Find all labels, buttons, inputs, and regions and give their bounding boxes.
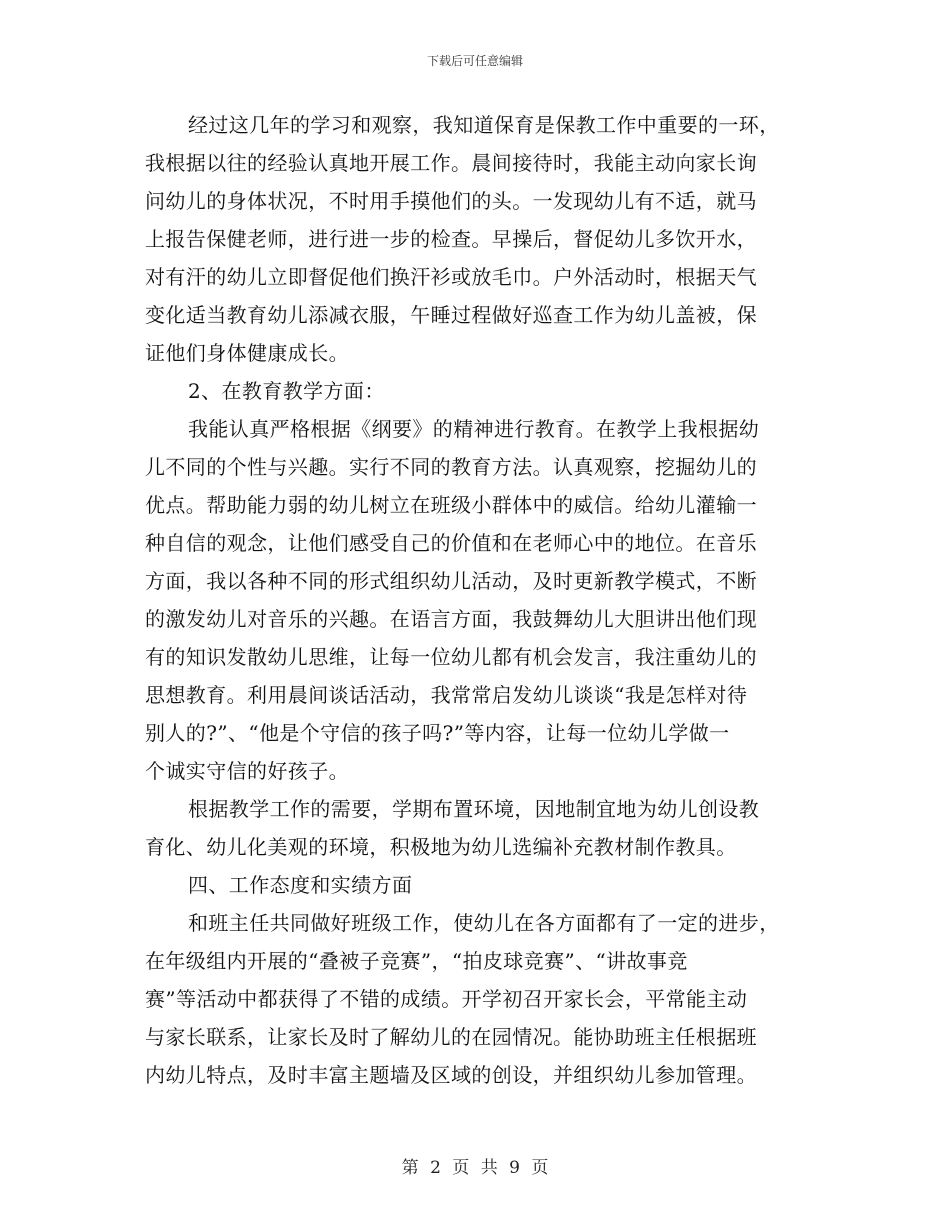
text-line: 和班主任共同做好班级工作，使幼儿在各方面都有了一定的进步， [188, 911, 780, 935]
text-line: 在年级组内开展的“叠被子竞赛”，“拍皮球竞赛”、“讲故事竞 [145, 949, 688, 973]
text-line: 我根据以往的经验认真地开展工作。晨间接待时，我能主动向家长询 [145, 151, 757, 175]
text-line: 优点。帮助能力弱的幼儿树立在班级小群体中的威信。给幼儿灌输一 [145, 493, 757, 517]
text-line: 证他们身体健康成长。 [145, 341, 349, 365]
text-line: 问幼儿的身体状况，不时用手摸他们的头。一发现幼儿有不适，就马 [145, 189, 757, 213]
text-line: 育化、幼儿化美观的环境，积极地为幼儿选编补充教材制作教具。 [145, 835, 737, 859]
text-line: 对有汗的幼儿立即督促他们换汗衫或放毛巾。户外活动时，根据天气 [145, 265, 757, 289]
text-line: 种自信的观念，让他们感受自己的价值和在老师心中的地位。在音乐 [145, 531, 757, 555]
text-line: 别人的?”、“他是个守信的孩子吗?”等内容，让每一位幼儿学做一 [145, 721, 730, 745]
text-line: 变化适当教育幼儿添减衣服，午睡过程做好巡查工作为幼儿盖被，保 [145, 303, 757, 327]
text-line: 有的知识发散幼儿思维，让每一位幼儿都有机会发言，我注重幼儿的 [145, 645, 757, 669]
text-line: 赛”等活动中都获得了不错的成绩。开学初召开家长会，平常能主动 [145, 987, 748, 1011]
text-line: 与家长联系，让家长及时了解幼儿的在园情况。能协助班主任根据班 [145, 1025, 757, 1049]
text-line: 根据教学工作的需要，学期布置环境，因地制宜地为幼儿创设教 [188, 797, 760, 821]
section-heading: 四、工作态度和实绩方面 [188, 873, 413, 897]
text-line: 的激发幼儿对音乐的兴趣。在语言方面，我鼓舞幼儿大胆讲出他们现 [145, 607, 757, 631]
document-body [145, 106, 810, 1094]
page-header: 下载后可任意编辑 [426, 54, 523, 68]
text-line: 个诚实守信的好孩子。 [145, 759, 349, 783]
page-footer: 第 2 页 共 9 页 [401, 1158, 549, 1178]
text-line: 方面，我以各种不同的形式组织幼儿活动，及时更新教学模式，不断 [145, 569, 757, 593]
text-line: 我能认真严格根据《纲要》的精神进行教育。在教学上我根据幼 [188, 417, 760, 441]
text-line: 上报告保健老师，进行进一步的检查。早操后，督促幼儿多饮开水， [145, 227, 757, 251]
text-line: 儿不同的个性与兴趣。实行不同的教育方法。认真观察，挖掘幼儿的 [145, 455, 757, 479]
text-line: 经过这几年的学习和观察，我知道保育是保教工作中重要的一环， [188, 113, 780, 137]
text-line: 思想教育。利用晨间谈话活动，我常常启发幼儿谈谈“我是怎样对待 [145, 683, 748, 707]
text-line: 内幼儿特点，及时丰富主题墙及区域的创设，并组织幼儿参加管理。 [145, 1063, 757, 1087]
section-heading: 2、在教育教学方面： [188, 379, 385, 403]
